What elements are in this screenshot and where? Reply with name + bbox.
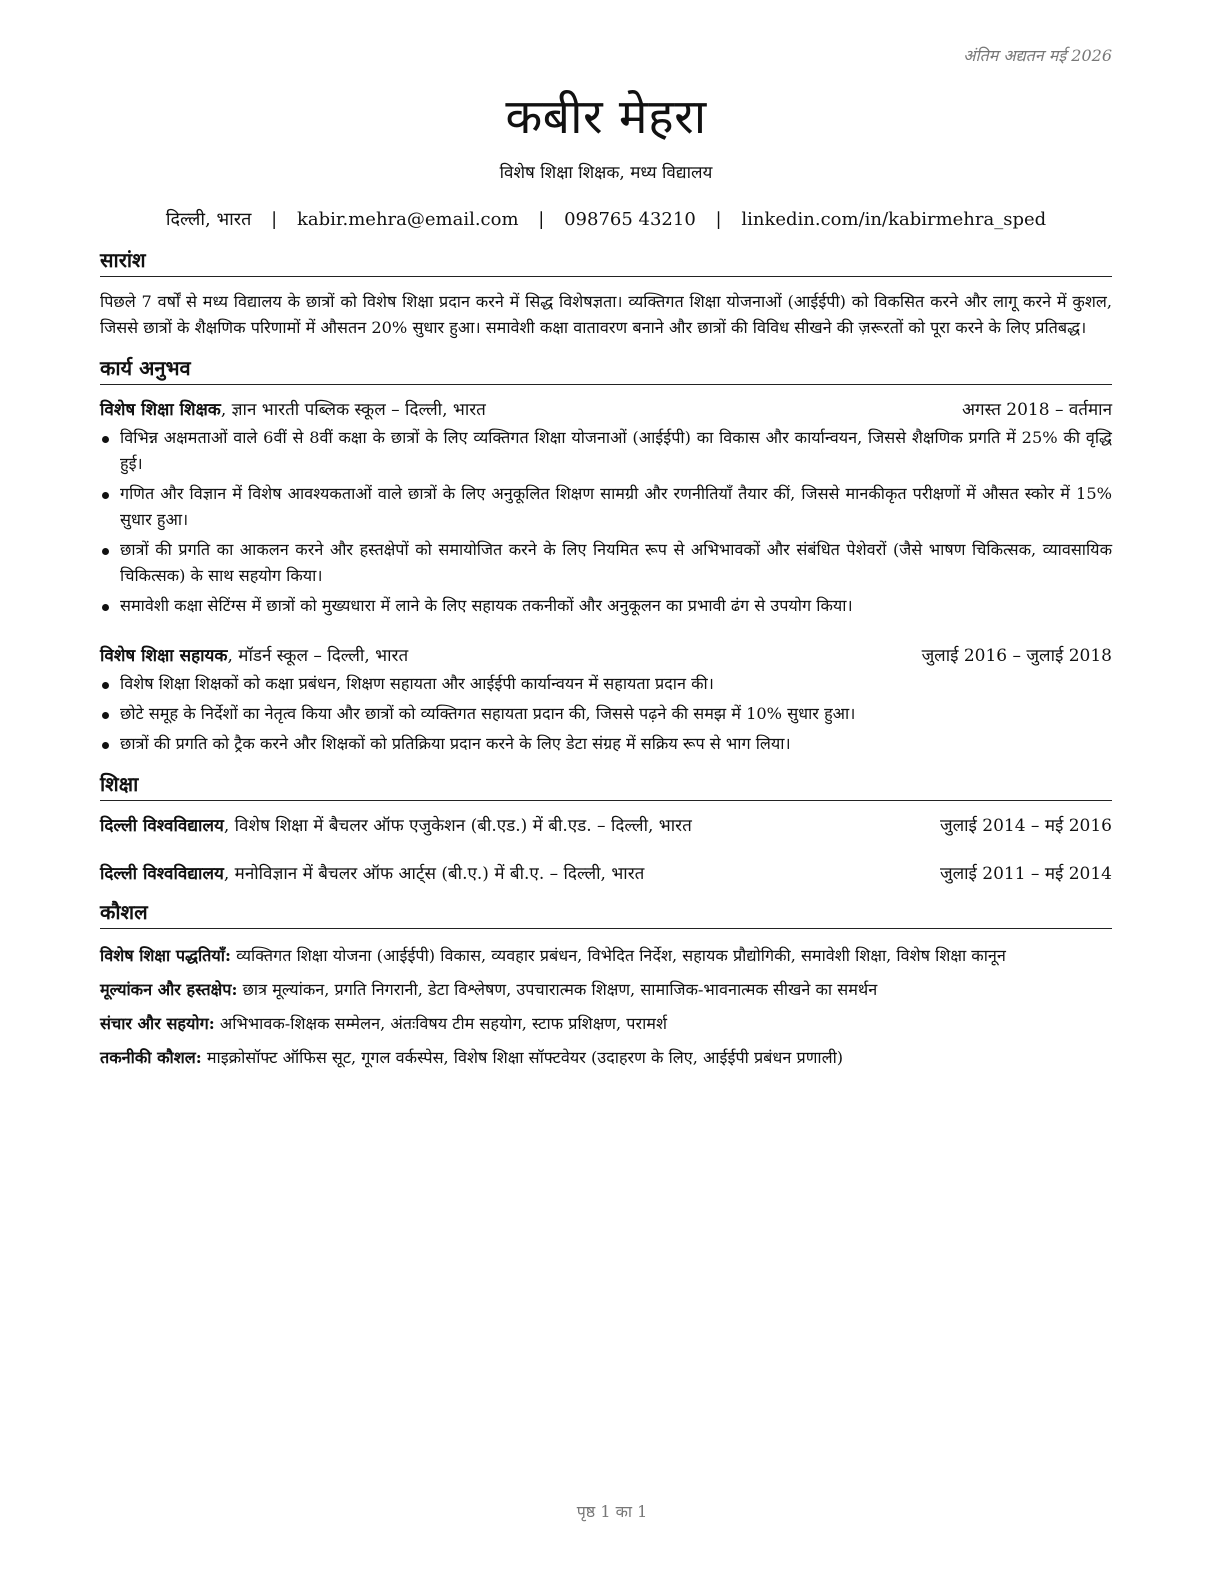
job-bullet: [100, 537, 1112, 589]
skill-row: [100, 977, 1112, 1003]
experience-heading: कार्य अनुभव: [100, 353, 1112, 385]
job-role: विशेष शिक्षा शिक्षक: [100, 400, 221, 420]
job-header: [100, 643, 1112, 669]
job-role-org: [100, 397, 486, 423]
education-dates: जुलाई 2011 – मई 2014: [939, 864, 1112, 884]
skill-label: तकनीकी कौशल:: [100, 1048, 202, 1067]
education-entry: [100, 813, 1112, 839]
skill-value: छात्र मूल्यांकन, प्रगति निगरानी, डेटा विश्लेषण, उपचारात्मक शिक्षण, सामाजिक-भावनात्मक सीखने का समर्थन: [237, 980, 878, 999]
candidate-name: कबीर मेहरा: [505, 89, 707, 145]
last-updated-note: अंतिम अद्यतन मई 2026: [963, 46, 1112, 65]
job-bullet: [100, 701, 1112, 727]
job-bullet-list: [100, 425, 1112, 619]
education-entry: [100, 861, 1112, 887]
bullet-dot-icon: [102, 436, 109, 443]
summary-text: पिछले 7 वर्षों से मध्य विद्यालय के छात्रों को विशेष शिक्षा प्रदान करने में सिद्ध विशेषज्ञता। व्यक्तिगत शिक्षा योजनाओं (आईईपी) को विकसित करने और लागू करने में कुशल, जिससे छात्रों के शैक्षणिक परिणामों में औसतन 20% सुधार हुआ। समावेशी कक्षा वातावरण बनाने और छात्रों की विविध सीखने की ज़रूरतों को पूरा करने के लिए प्रतिबद्ध।: [100, 292, 1112, 337]
job-dates: जुलाई 2016 – जुलाई 2018: [921, 646, 1112, 666]
job-org: , मॉडर्न स्कूल – दिल्ली, भारत: [227, 646, 409, 666]
job-bullet-text: गणित और विज्ञान में विशेष आवश्यकताओं वाले छात्रों के लिए अनुकूलित शिक्षण सामग्री और रणनीतियाँ तैयार कीं, जिससे मानकीकृत परीक्षणों में औसत स्कोर में 15% सुधार हुआ।: [120, 484, 1112, 529]
bullet-dot-icon: [102, 682, 109, 689]
summary-heading: सारांश: [100, 245, 1112, 277]
job-bullet-text: छात्रों की प्रगति का आकलन करने और हस्तक्षेपों को समायोजित करने के लिए नियमित रूप से अभिभावकों और संबंधित पेशेवरों (जैसे भाषण चिकित्सक, व्यावसायिक चिकित्सक) के साथ सहयोग किया।: [120, 540, 1112, 585]
skill-label: संचार और सहयोग:: [100, 1014, 215, 1033]
summary-section: [100, 245, 1112, 341]
skills-section: [100, 897, 1112, 1071]
bullet-dot-icon: [102, 492, 109, 499]
education-institution: दिल्ली विश्वविद्यालय: [100, 816, 224, 836]
job-dates: अगस्त 2018 – वर्तमान: [962, 400, 1112, 420]
education-detail: , मनोविज्ञान में बैचलर ऑफ आर्ट्स (बी.ए.) में बी.ए. – दिल्ली, भारत: [223, 864, 645, 884]
contact-separator: |: [271, 209, 278, 230]
skill-row: [100, 1011, 1112, 1037]
job-org: , ज्ञान भारती पब्लिक स्कूल – दिल्ली, भारत: [220, 400, 486, 420]
bullet-dot-icon: [102, 548, 109, 555]
job-bullet: [100, 593, 1112, 619]
page-number-footer: पृष्ठ 1 का 1: [576, 1502, 648, 1521]
education-degree: [100, 813, 692, 839]
job-bullet-list: [100, 671, 1112, 757]
bullet-dot-icon: [102, 604, 109, 611]
job-header: [100, 397, 1112, 423]
skill-label: विशेष शिक्षा पद्धतियाँ:: [100, 946, 231, 965]
contact-separator: |: [538, 209, 545, 230]
skill-value: माइक्रोसॉफ्ट ऑफिस सूट, गूगल वर्कस्पेस, विशेष शिक्षा सॉफ्टवेयर (उदाहरण के लिए, आईईपी प्रबंधन प्रणाली): [201, 1048, 844, 1067]
job-bullet: [100, 731, 1112, 757]
job-bullet-text: विभिन्न अक्षमताओं वाले 6वीं से 8वीं कक्षा के छात्रों के लिए व्यक्तिगत शिक्षा योजनाओं (आईईपी) का विकास और कार्यान्वयन, जिससे शैक्षणिक प्रगति में 25% की वृद्धि हुई।: [120, 428, 1112, 473]
education-dates: जुलाई 2014 – मई 2016: [939, 816, 1112, 836]
job-bullet-text: छात्रों की प्रगति को ट्रैक करने और शिक्षकों को प्रतिक्रिया प्रदान करने के लिए डेटा संग्रह में सक्रिय रूप से भाग लिया।: [120, 734, 791, 753]
contact-separator: |: [715, 209, 722, 230]
education-detail: , विशेष शिक्षा में बैचलर ऑफ एजुकेशन (बी.एड.) में बी.एड. – दिल्ली, भारत: [223, 816, 692, 836]
education-heading: शिक्षा: [100, 769, 1112, 801]
education-degree: [100, 861, 644, 887]
contact-email-link[interactable]: kabir.mehra@email.com: [296, 209, 519, 230]
candidate-title: विशेष शिक्षा शिक्षक, मध्य विद्यालय: [499, 163, 713, 183]
bullet-dot-icon: [102, 712, 109, 719]
bullet-dot-icon: [102, 742, 109, 749]
skill-row: [100, 943, 1112, 969]
skill-label: मूल्यांकन और हस्तक्षेप:: [100, 980, 238, 999]
education-institution: दिल्ली विश्वविद्यालय: [100, 864, 224, 884]
experience-section: [100, 353, 1112, 757]
contact-line: [100, 207, 1112, 233]
contact-location: दिल्ली, भारत: [165, 209, 252, 230]
skill-row: [100, 1045, 1112, 1071]
contact-linkedin-link[interactable]: linkedin.com/in/kabirmehra_sped: [741, 209, 1047, 230]
job-bullet-text: समावेशी कक्षा सेटिंग्स में छात्रों को मुख्यधारा में लाने के लिए सहायक तकनीकों और अनुकूलन का प्रभावी ढंग से उपयोग किया।: [120, 596, 853, 615]
education-section: [100, 769, 1112, 887]
job-bullet: [100, 671, 1112, 697]
skill-value: व्यक्तिगत शिक्षा योजना (आईईपी) विकास, व्यवहार प्रबंधन, विभेदित निर्देश, सहायक प्रौद्योगिकी, समावेशी शिक्षा, विशेष शिक्षा कानून: [230, 946, 1006, 965]
job-role-org: [100, 643, 408, 669]
skills-heading: कौशल: [100, 897, 1112, 929]
contact-phone: 098765 43210: [564, 209, 696, 230]
skill-value: अभिभावक-शिक्षक सम्मेलन, अंतःविषय टीम सहयोग, स्टाफ प्रशिक्षण, परामर्श: [214, 1014, 667, 1033]
job-bullet: [100, 425, 1112, 477]
job-role: विशेष शिक्षा सहायक: [100, 646, 228, 666]
job-bullet: [100, 481, 1112, 533]
job-bullet-text: छोटे समूह के निर्देशों का नेतृत्व किया और छात्रों को व्यक्तिगत सहायता प्रदान की, जिससे पढ़ने की समझ में 10% सुधार हुआ।: [120, 704, 856, 723]
job-bullet-text: विशेष शिक्षा शिक्षकों को कक्षा प्रबंधन, शिक्षण सहायता और आईईपी कार्यान्वयन में सहायता प्रदान की।: [120, 674, 714, 693]
